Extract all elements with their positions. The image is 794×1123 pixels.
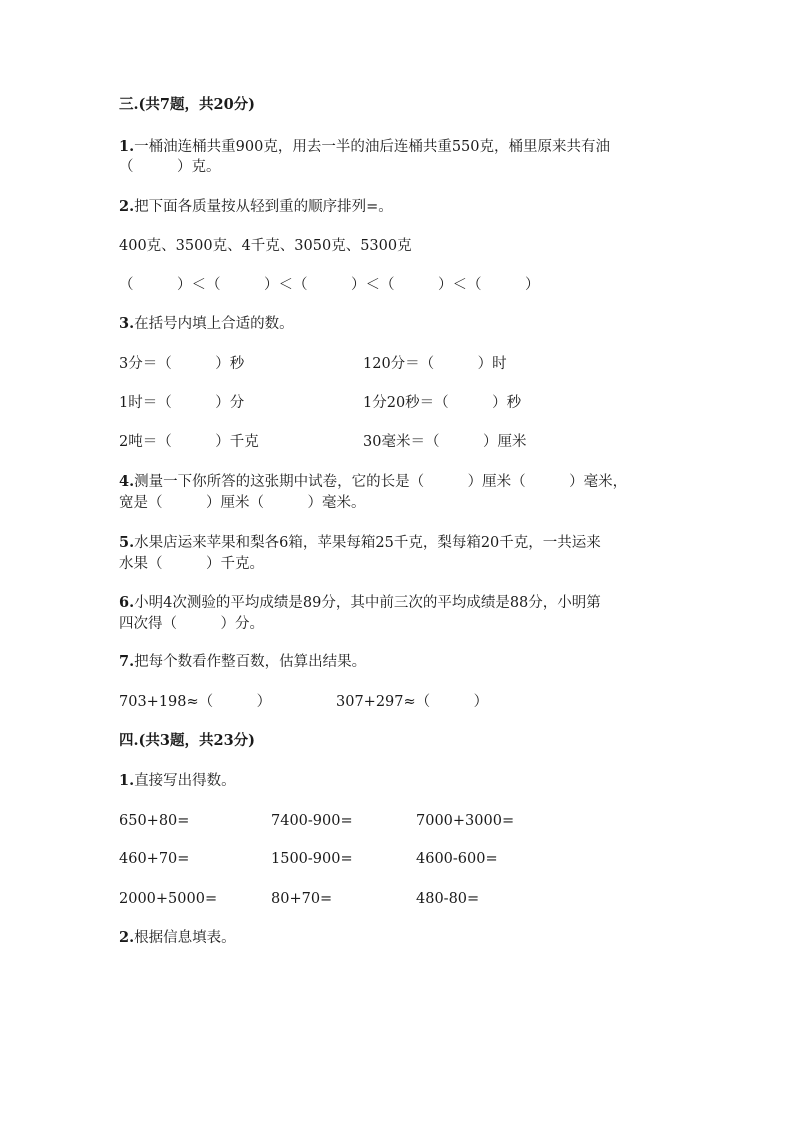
question-text: 一桶油连桶共重900克，用去一半的油后连桶共重550克，桶里原来共有油: [134, 139, 610, 155]
question-text: 测量一下你所答的这张期中试卷，它的长是（ ）厘米（ ）毫米，: [134, 474, 628, 490]
question-text: 在括号内填上合适的数。: [134, 316, 294, 332]
question-number: 3.: [119, 315, 135, 332]
question-3-7: [119, 652, 366, 672]
question-3-6-continuation: 四次得（ ）分。: [119, 616, 264, 632]
question-text: 直接写出得数。: [134, 773, 236, 789]
question-number: 1.: [119, 772, 135, 789]
calc-item: 1500-900=: [271, 851, 353, 867]
estimate-item: 307+297≈（ ）: [336, 694, 489, 710]
question-4-1: [119, 771, 236, 791]
question-text: 把每个数看作整百数，估算出结果。: [134, 654, 367, 670]
question-number: 4.: [119, 473, 135, 490]
question-3-5-continuation: 水果（ ）千克。: [119, 556, 264, 572]
conversion-item: 2吨＝（ ）千克: [119, 434, 259, 450]
question-3-3: [119, 314, 294, 334]
question-3-4-continuation: 宽是（ ）厘米（ ）毫米。: [119, 495, 366, 511]
question-3-1: [119, 137, 610, 157]
question-number: 7.: [119, 653, 135, 670]
calc-item: 7000+3000=: [416, 813, 515, 829]
question-text: 小明4次测验的平均成绩是89分，其中前三次的平均成绩是88分，小明第: [134, 595, 601, 611]
question-3-4: [119, 472, 627, 492]
question-number: 2.: [119, 929, 135, 946]
question-3-6: [119, 593, 601, 613]
question-3-5: [119, 533, 601, 553]
calc-item: 2000+5000=: [119, 891, 218, 907]
question-text: 根据信息填表。: [134, 930, 236, 946]
section-4-heading: 四.(共3题，共23分): [119, 732, 256, 749]
question-3-2-order-blanks: （ ）＜（ ）＜（ ）＜（ ）＜（ ）: [119, 277, 540, 293]
question-3-2: [119, 197, 393, 217]
calc-item: 460+70=: [119, 851, 190, 867]
question-text: 把下面各质量按从轻到重的顺序排列=。: [134, 199, 393, 215]
conversion-item: 30毫米＝（ ）厘米: [363, 434, 527, 450]
question-3-1-continuation: （ ）克。: [119, 159, 221, 175]
question-4-2: [119, 928, 236, 948]
calc-item: 650+80=: [119, 813, 190, 829]
calc-item: 4600-600=: [416, 851, 498, 867]
calc-item: 7400-900=: [271, 813, 353, 829]
conversion-item: 3分＝（ ）秒: [119, 356, 245, 372]
question-number: 5.: [119, 534, 135, 551]
calc-item: 80+70=: [271, 891, 333, 907]
conversion-item: 1时＝（ ）分: [119, 395, 245, 411]
question-3-2-items: 400克、3500克、4千克、3050克、5300克: [119, 238, 412, 254]
estimate-item: 703+198≈（ ）: [119, 694, 272, 710]
section-3-heading: 三.(共7题，共20分): [119, 96, 256, 113]
conversion-item: 120分＝（ ）时: [363, 356, 507, 372]
conversion-item: 1分20秒＝（ ）秒: [363, 395, 522, 411]
question-number: 1.: [119, 138, 135, 155]
question-number: 2.: [119, 198, 135, 215]
question-text: 水果店运来苹果和梨各6箱，苹果每箱25千克，梨每箱20千克，一共运来: [134, 535, 601, 551]
question-number: 6.: [119, 594, 135, 611]
calc-item: 480-80=: [416, 891, 480, 907]
